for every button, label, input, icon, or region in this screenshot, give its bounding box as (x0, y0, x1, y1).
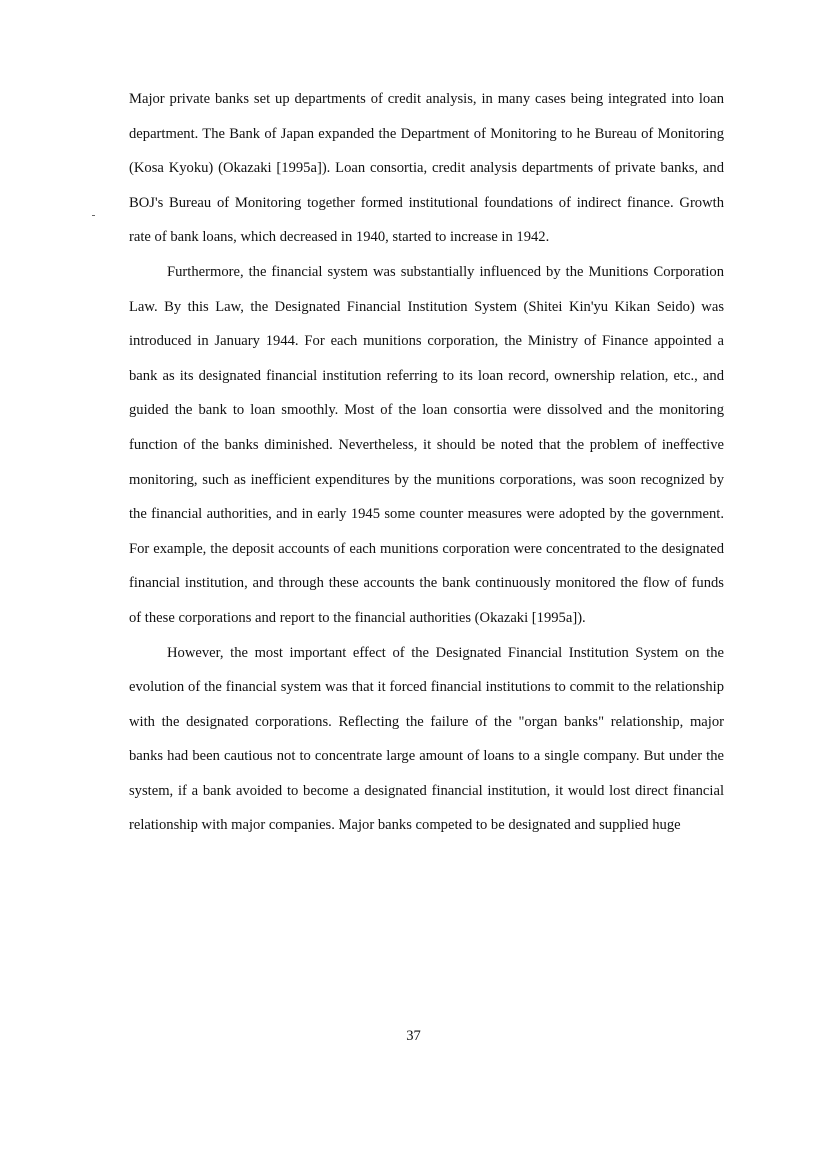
paragraph-2: Furthermore, the financial system was substantially influenced by the Munitions Corporation Law. By this Law, the Designated Financial Institution System (Shitei Kin'yu Kikan Seido) was introduced in January 1944. For each munitions corporation, the Ministry of Finance appointed a bank as its designated financial institution referring to its loan record, ownership relation, etc., and guided the bank to loan smoothly. Most of the loan consortia were dissolved and the monitoring function of the banks diminished. Nevertheless, it should be noted that the problem of ineffective monitoring, such as inefficient expenditures by the munitions corporations, was soon recognized by the financial authorities, and in early 1945 some counter measures were adopted by the government. For example, the deposit accounts of each munitions corporation were concentrated to the designated financial institution, and through these accounts the bank continuously monitored the flow of funds of these corporations and report to the financial authorities (Okazaki [1995a]). (129, 263, 724, 626)
page-number: 37 (406, 1028, 421, 1044)
margin-mark (92, 215, 95, 216)
paragraph-3: However, the most important effect of the Designated Financial Institution System on the evolution of the financial system was that it forced financial institutions to commit to the relationship with the designated corporations. Reflecting the failure of the "organ banks" relationship, major banks had been cautious not to concentrate large amount of loans to a single company. But under the system, if a bank avoided to become a designated financial institution, it would lost direct financial relationship with major companies. Major banks competed to be designated and supplied huge (129, 644, 724, 834)
paragraph-1: Major private banks set up departments of credit analysis, in many cases being integrated into loan department. The Bank of Japan expanded the Department of Monitoring to he Bureau of Monitoring (Kosa Kyoku) (Okazaki [1995a]). Loan consortia, credit analysis departments of private banks, and BOJ's Bureau of Monitoring together formed institutional foundations of indirect finance. Growth rate of bank loans, which decreased in 1940, started to increase in 1942. (129, 91, 724, 246)
body-text (129, 82, 724, 843)
